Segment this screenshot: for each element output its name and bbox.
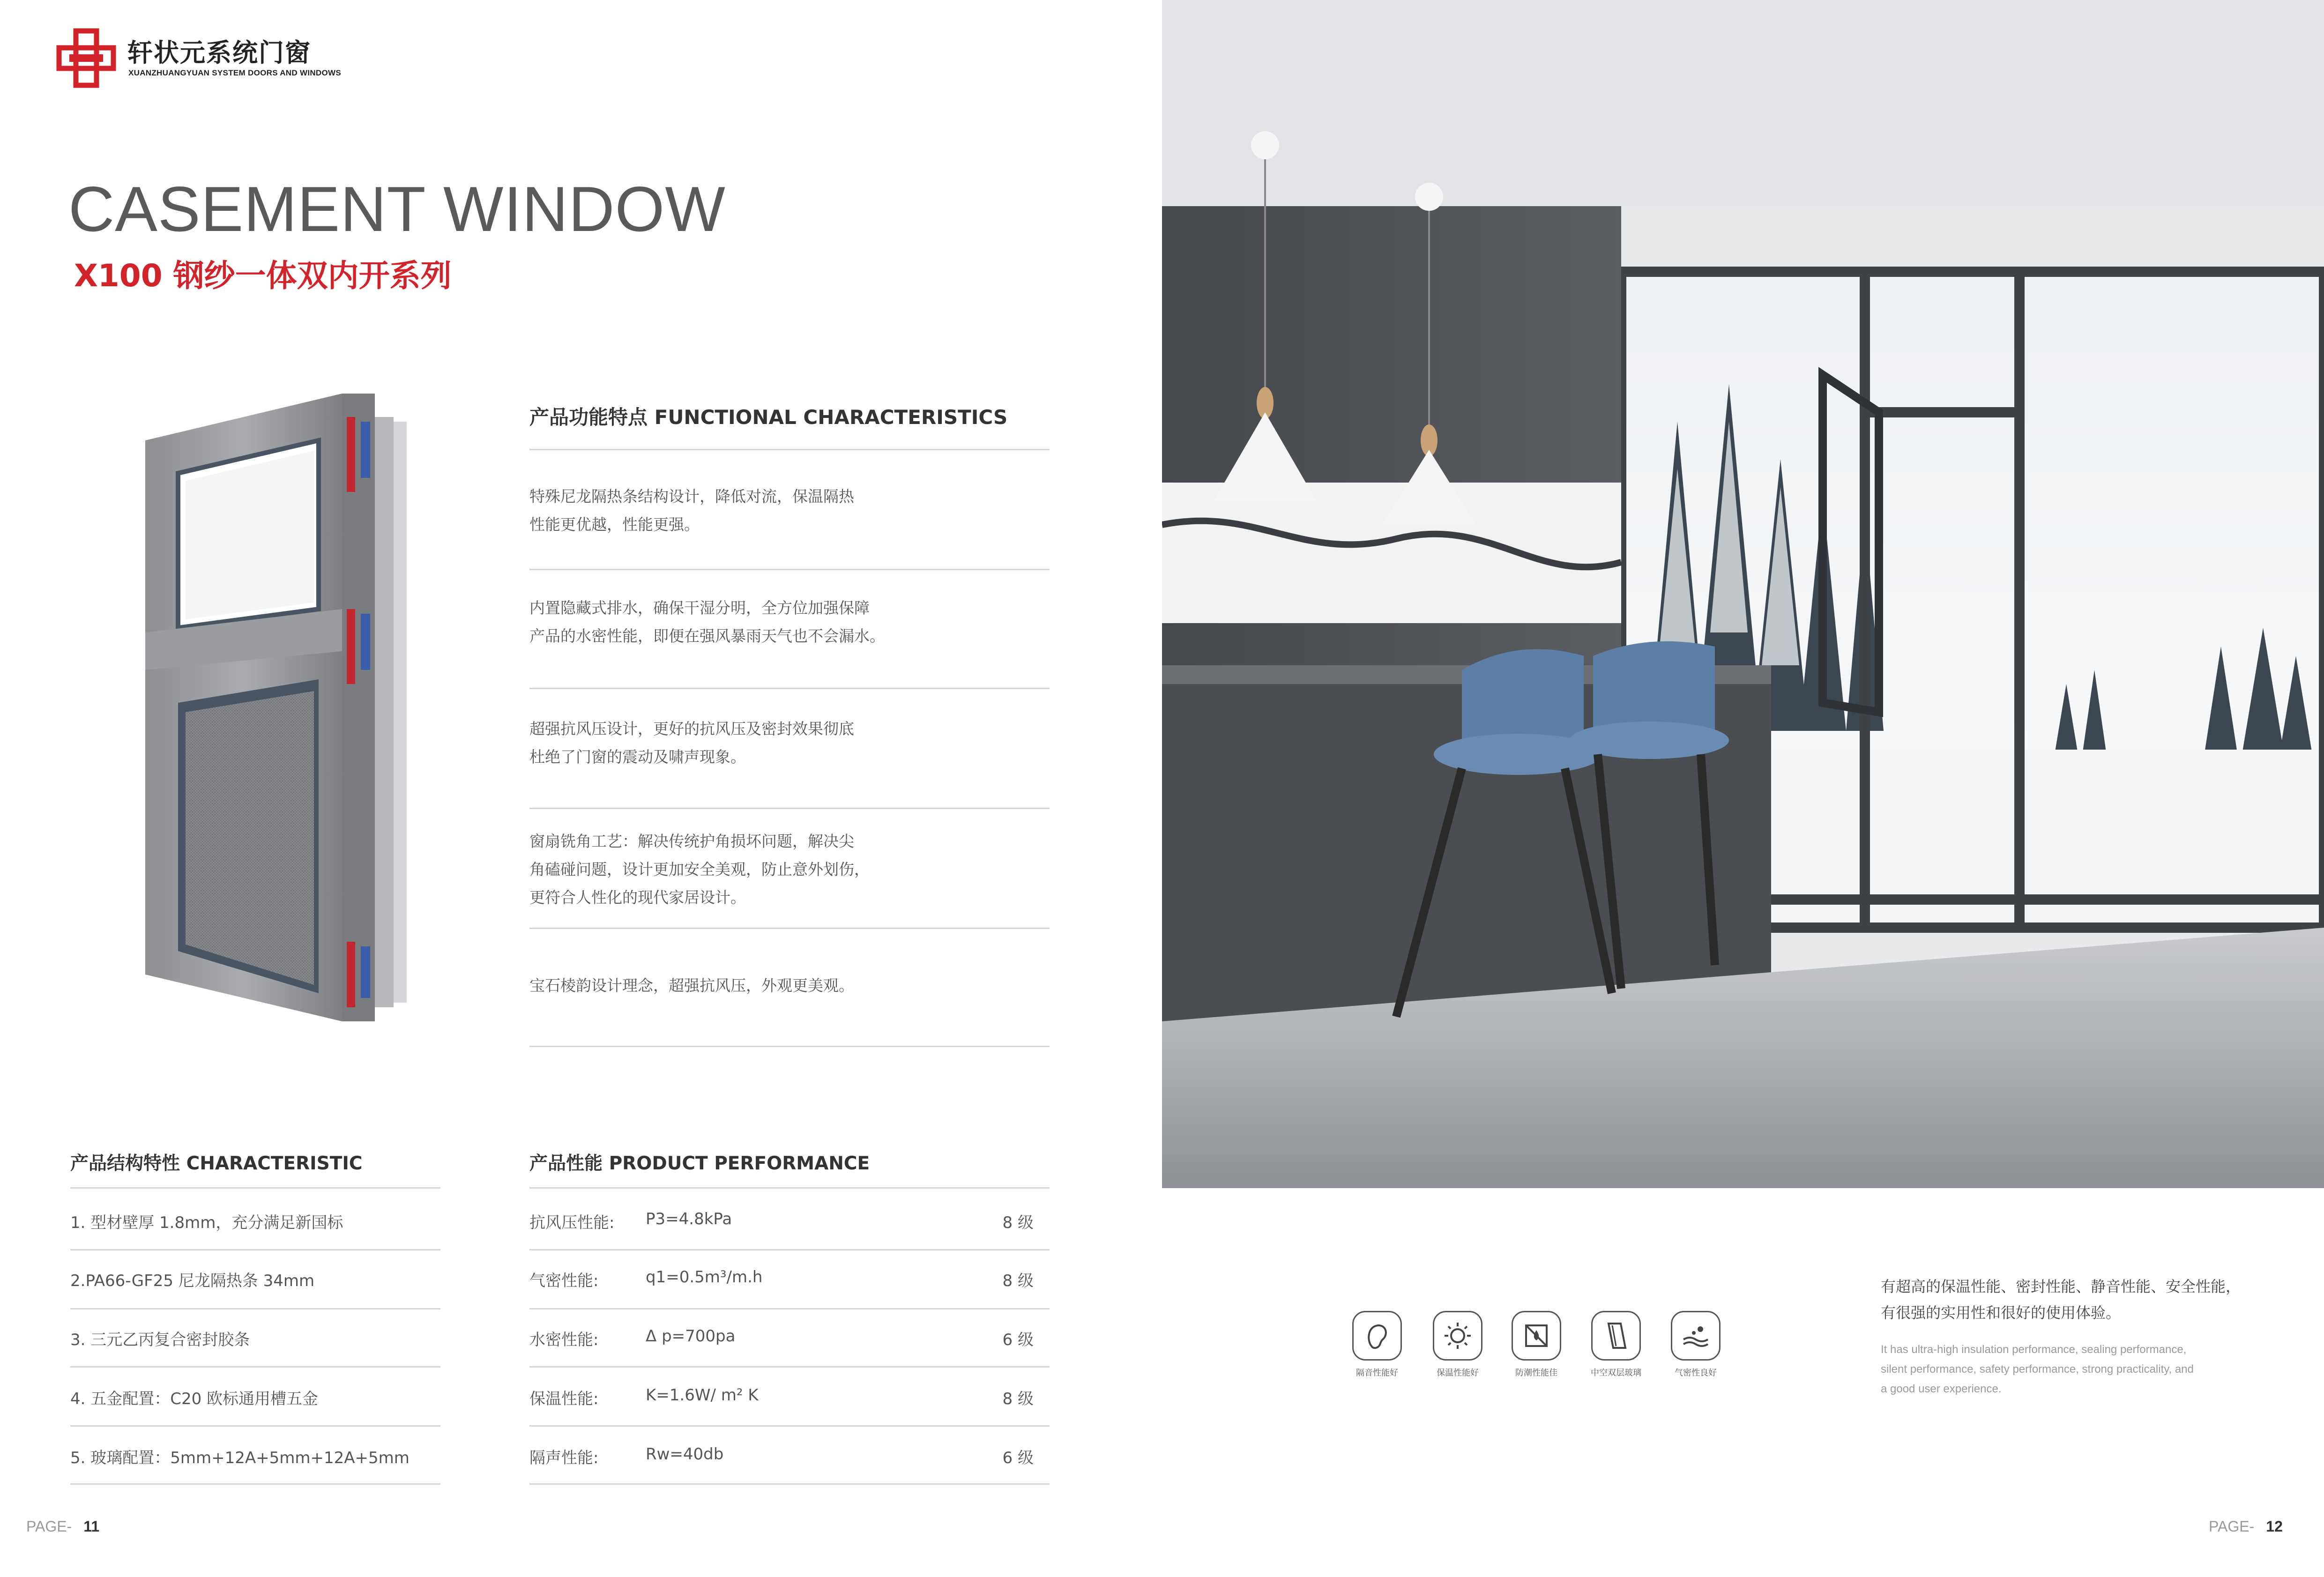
wave-icon bbox=[1671, 1311, 1721, 1361]
divider bbox=[529, 928, 1050, 929]
divider bbox=[529, 1249, 1050, 1250]
performance-value: K=1.6W/ m² K bbox=[646, 1386, 759, 1405]
icon-label: 防潮性能佳 bbox=[1515, 1368, 1557, 1378]
performance-grade: 8 级 bbox=[1002, 1390, 1034, 1408]
sun-icon bbox=[1433, 1311, 1482, 1361]
functional-heading: 产品功能特点 FUNCTIONAL CHARACTERISTICS bbox=[529, 406, 1008, 429]
performance-grade: 6 级 bbox=[1002, 1449, 1034, 1467]
feature-item: 窗扇铣角工艺：解决传统护角损坏问题，解决尖 角磕碰问题，设计更加安全美观，防止意外划伤， 更符合人性化的现代家居设计。 bbox=[529, 832, 870, 907]
performance-grade: 8 级 bbox=[1002, 1213, 1034, 1232]
divider bbox=[529, 1187, 1050, 1189]
page-title: CASEMENT WINDOW bbox=[68, 173, 726, 245]
brand-name-cn: 轩状元系统门窗 bbox=[127, 38, 311, 67]
feature-item: 宝石棱韵设计理念，超强抗风压，外观更美观。 bbox=[529, 976, 854, 995]
intro-text-en: It has ultra-high insulation performance, sealing performance, silent performance, safety performance, strong practicality, and a good user experience. bbox=[1881, 1343, 2194, 1395]
feature-item: 超强抗风压设计，更好的抗风压及密封效果彻底 杜绝了门窗的震动及啸声现象。 bbox=[529, 720, 854, 766]
divider bbox=[529, 1366, 1050, 1368]
ear-icon bbox=[1352, 1311, 1402, 1361]
divider bbox=[529, 688, 1050, 689]
characteristic-item: 4. 五金配置：C20 欧标通用槽五金 bbox=[70, 1390, 319, 1408]
performance-name: 隔声性能: bbox=[529, 1449, 599, 1467]
performance-name: 水密性能: bbox=[529, 1331, 599, 1349]
icon-label: 隔音性能好 bbox=[1356, 1368, 1398, 1378]
divider bbox=[70, 1483, 440, 1485]
page-subtitle: X100 钢纱一体双内开系列 bbox=[74, 258, 452, 294]
performance-heading: 产品性能 PRODUCT PERFORMANCE bbox=[529, 1153, 870, 1174]
divider bbox=[70, 1425, 440, 1427]
performance-name: 气密性能: bbox=[529, 1272, 599, 1290]
performance-value: P3=4.8kPa bbox=[646, 1210, 732, 1228]
performance-name: 保温性能: bbox=[529, 1390, 599, 1408]
divider bbox=[529, 1046, 1050, 1047]
divider bbox=[529, 1425, 1050, 1427]
glass-pane-icon bbox=[1591, 1311, 1641, 1361]
divider bbox=[529, 449, 1050, 450]
divider bbox=[529, 569, 1050, 570]
intro-text-cn: 有超高的保温性能、密封性能、静音性能、安全性能， 有很强的实用性和很好的使用体验。 bbox=[1881, 1278, 2241, 1322]
performance-value: q1=0.5m³/m.h bbox=[646, 1268, 763, 1287]
brand-logo-icon bbox=[55, 27, 117, 89]
characteristic-item: 5. 玻璃配置：5mm+12A+5mm+12A+5mm bbox=[70, 1449, 410, 1467]
feature-item: 内置隐藏式排水，确保干湿分明，全方位加强保障 产品的水密性能，即便在强风暴雨天气也不会漏水。 bbox=[529, 599, 885, 645]
icon-label: 保温性能好 bbox=[1437, 1368, 1479, 1378]
divider bbox=[529, 1483, 1050, 1485]
performance-name: 抗风压性能: bbox=[529, 1213, 615, 1232]
divider bbox=[529, 808, 1050, 809]
brand-name-en: XUANZHUANGYUAN SYSTEM DOORS AND WINDOWS bbox=[128, 68, 342, 77]
page-number-left: PAGE- 11 bbox=[26, 1518, 100, 1535]
performance-value: Δ p=700pa bbox=[646, 1327, 736, 1346]
no-moisture-icon bbox=[1512, 1311, 1561, 1361]
feature-item: 特殊尼龙隔热条结构设计，降低对流，保温隔热 性能更优越，性能更强。 bbox=[529, 487, 854, 534]
performance-grade: 8 级 bbox=[1002, 1272, 1034, 1290]
window-profile-illustration bbox=[141, 389, 422, 1026]
divider bbox=[70, 1366, 440, 1368]
divider bbox=[70, 1187, 440, 1189]
characteristic-item: 1. 型材壁厚 1.8mm，充分满足新国标 bbox=[70, 1213, 343, 1232]
divider bbox=[70, 1249, 440, 1250]
performance-value: Rw=40db bbox=[646, 1445, 724, 1464]
icon-label: 中空双层玻璃 bbox=[1591, 1368, 1641, 1378]
performance-grade: 6 级 bbox=[1002, 1331, 1034, 1349]
page-number-right: PAGE- 12 bbox=[2209, 1518, 2283, 1535]
divider bbox=[529, 1308, 1050, 1309]
characteristic-item: 2.PA66-GF25 尼龙隔热条 34mm bbox=[70, 1272, 315, 1290]
interior-photo bbox=[1162, 0, 2324, 1188]
characteristic-heading: 产品结构特性 CHARACTERISTIC bbox=[70, 1153, 363, 1174]
characteristic-item: 3. 三元乙丙复合密封胶条 bbox=[70, 1331, 250, 1349]
divider bbox=[70, 1308, 440, 1309]
icon-label: 气密性良好 bbox=[1675, 1368, 1717, 1378]
